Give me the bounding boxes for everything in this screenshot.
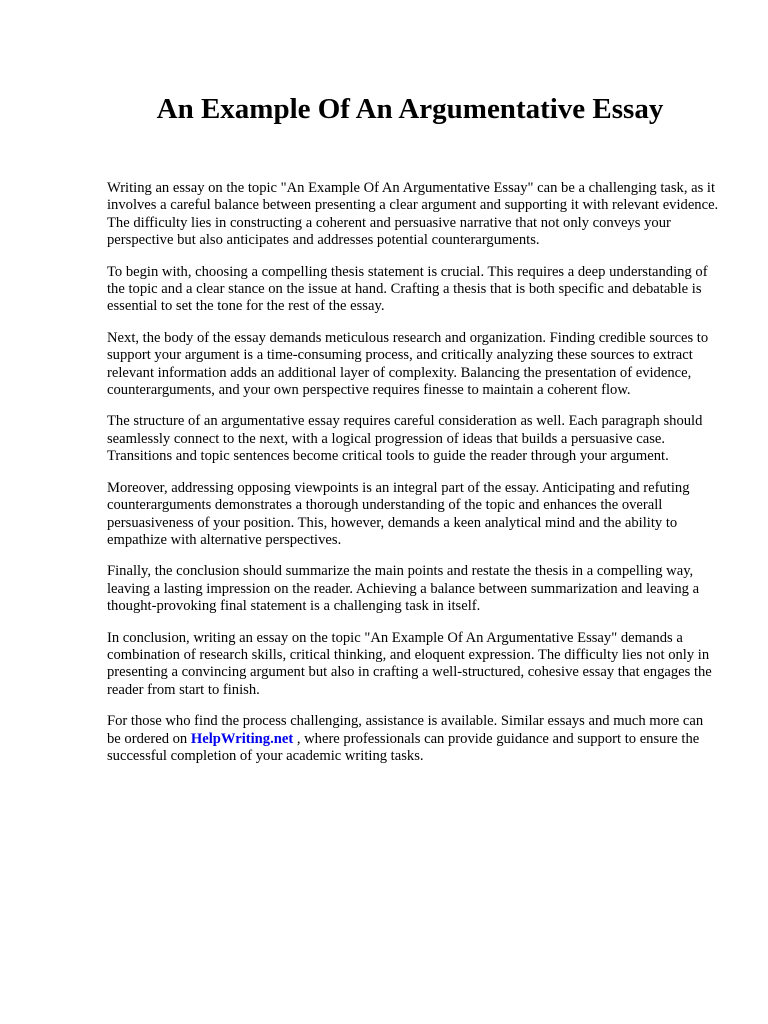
paragraph-intro: Writing an essay on the topic "An Example Of An Argumentative Essay" can be a challenging task, as it involves a careful balance between presenting a clear argument and supporting it with relevant evidence. The difficulty lies in constructing a coherent and persuasive narrative that not only conveys your perspective but also anticipates and addresses potential counterarguments. (107, 180, 719, 249)
paragraph-thesis: To begin with, choosing a compelling thesis statement is crucial. This requires a deep understanding of the topic and a clear stance on the issue at hand. Crafting a thesis that is both specific and debatable is essential to set the tone for the rest of the essay. (107, 263, 708, 315)
document-body (107, 180, 719, 779)
paragraph-structure: The structure of an argumentative essay requires careful consideration as well. Each paragraph should seamlessly connect to the next, with a logical progression of ideas that builds a persuasive case. Transitions and topic sentences become critical tools to guide the reader through your argument. (107, 413, 703, 465)
paragraph-assistance (107, 713, 719, 765)
paragraph-in-conclusion: In conclusion, writing an essay on the topic "An Example Of An Argumentative Essay" demands a combination of research skills, critical thinking, and eloquent expression. The difficulty lies not only in presenting a convincing argument but also in crafting a well-structured, cohesive essay that engages the reader from start to finish. (107, 629, 712, 698)
paragraph-research: Next, the body of the essay demands meticulous research and organization. Finding credible sources to support your argument is a time-consuming process, and critically analyzing these sources to extract relevant information adds an additional layer of complexity. Balancing the presentation of evidence, counterarguments, and your own perspective requires finesse to maintain a coherent flow. (107, 329, 709, 399)
assistance-text-before: For those who find the process challenging, assistance is available. Similar essays and much more can be ordered on (107, 713, 704, 747)
paragraph-conclusion-advice: Finally, the conclusion should summarize the main points and restate the thesis in a compelling way, leaving a lasting impression on the reader. Achieving a balance between summarization and leaving a thought-provoking final statement is a challenging task in itself. (107, 563, 700, 615)
paragraph-counterarguments: Moreover, addressing opposing viewpoints is an integral part of the essay. Anticipating and refuting counterarguments demonstrates a thorough understanding of the topic and enhances the overall persuasiveness of your position. This, however, demands a keen analytical mind and the ability to empathize with alternative perspectives. (107, 479, 690, 548)
assistance-text-after: , where professionals can provide guidance and support to ensure the successful completion of your academic writing tasks. (107, 730, 700, 764)
document-title: An Example Of An Argumentative Essay (156, 93, 664, 125)
helpwriting-link[interactable]: HelpWriting.net (190, 730, 294, 747)
